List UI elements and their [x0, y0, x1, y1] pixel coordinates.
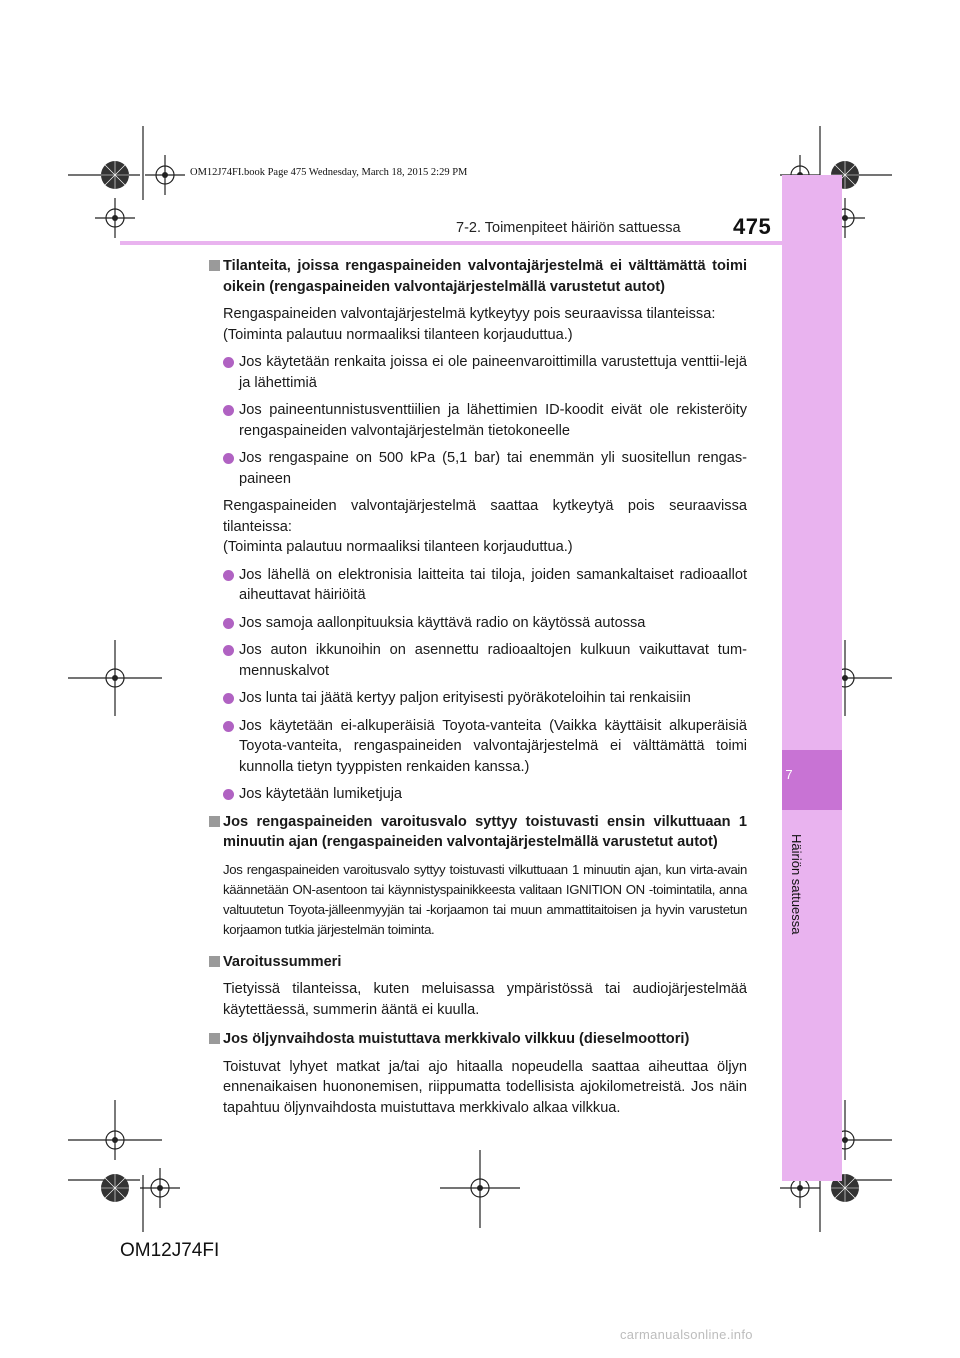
paragraph: Jos rengaspaineiden varoitusvalo syttyy toistuvasti vilkuttuaan 1 minuutin ajan, kun virta-avain käännetään ON-asentoon tai käynnistyspainikkeesta valitaan IGNITION ON -toimintatila, anna valtuutetun Toyota-jälleenmyyjän tai -korjaamon tai muun ammattitaitoisen ja hyvin varustetun korjaamon tutkia järjestelmän toiminta. [223, 861, 747, 937]
section-heading: Tilanteita, joissa rengaspaineiden valvontajärjestelmä ei välttämättä toimi oikein (rengaspaineiden valvontajärjestelmällä varustetut autot) [209, 256, 747, 297]
bullet-dot-icon [223, 570, 234, 581]
watermark: carmanualsonline.info [620, 1327, 753, 1342]
list-item: Jos käytetään ei-alkuperäisiä Toyota-vanteita (Vaikka käyttäisit alkuperäisiä Toyota-vanteita, rengaspaineiden valvontajärjestelmä ei välttämättä toimi kunnolla tietyn tyyppisten renkaiden kanssa.) [209, 716, 747, 778]
list-item: Jos käytetään lumiketjuja [209, 784, 747, 805]
bullet-dot-icon [223, 693, 234, 704]
list-item: Jos samoja aallonpituuksia käyttävä radio on käytössä autossa [209, 613, 747, 634]
square-bullet-icon [209, 816, 220, 827]
header-rule [120, 241, 782, 245]
crosshair-left-bottom [68, 1100, 162, 1160]
starburst-bottom-left [101, 1174, 129, 1202]
list-item: Jos auton ikkunoihin on asennettu radioaaltojen kulkuun vaikuttavat tum-mennuskalvot [209, 640, 747, 681]
bullet-dot-icon [223, 721, 234, 732]
page-number: 475 [733, 214, 772, 239]
bullet-dot-icon [223, 405, 234, 416]
paragraph: Rengaspaineiden valvontajärjestelmä kytkeytyy pois seuraavissa tilanteissa: (Toiminta palautuu normaaliksi tilanteen korjauduttua.) [223, 306, 716, 343]
paragraph: Tietyissä tilanteissa, kuten meluisassa ympäristössä tai audiojärjestelmää käytettäessä, summerin ääntä ei kuulla. [223, 981, 747, 1018]
running-header: 7-2. Toimenpiteet häiriön sattuessa [456, 220, 681, 236]
list-item: Jos lunta tai jäätä kertyy paljon erityisesti pyöräkoteloihin tai renkaisiin [209, 688, 747, 709]
chapter-number: 7 [785, 767, 793, 782]
paragraph: Rengaspaineiden valvontajärjestelmä saattaa kytkeytyä pois seuraavissa tilanteissa: (Toiminta palautuu normaaliksi tilanteen korjauduttua.) [223, 498, 747, 555]
section-heading: Jos öljynvaihdosta muistuttava merkkivalo vilkkuu (dieselmoottori) [209, 1029, 747, 1050]
bullet-dot-icon [223, 357, 234, 368]
chapter-title-vertical: Häiriön sattuessa [789, 834, 804, 935]
manual-code: OM12J74FI [120, 1240, 220, 1261]
bullet-dot-icon [223, 453, 234, 464]
list-item: Jos rengaspaine on 500 kPa (5,1 bar) tai enemmän yli suositellun rengas-paineen [209, 448, 747, 489]
bullet-dot-icon [223, 618, 234, 629]
section-heading: Varoitussummeri [209, 952, 747, 973]
square-bullet-icon [209, 1033, 220, 1044]
list-item: Jos lähellä on elektronisia laitteita tai tiloja, joiden samankaltaiset radioaallot aiheuttavat häiriöitä [209, 565, 747, 606]
page-content [209, 256, 747, 1125]
bullet-dot-icon [223, 645, 234, 656]
square-bullet-icon [209, 956, 220, 967]
book-info: OM12J74FI.book Page 475 Wednesday, March 18, 2015 2:29 PM [190, 167, 468, 178]
section-heading: Jos rengaspaineiden varoitusvalo syttyy toistuvasti ensin vilkuttuaan 1 minuutin ajan (rengaspaineiden valvontajärjestelmällä varustetut autot) [209, 812, 747, 853]
starburst-top-left [101, 161, 129, 189]
bullet-dot-icon [223, 789, 234, 800]
list-item: Jos paineentunnistusventtiilien ja lähettimien ID-koodit eivät ole rekisteröity rengaspaineiden valvontajärjestelmän tietokoneelle [209, 400, 747, 441]
list-item: Jos käytetään renkaita joissa ei ole paineenvaroittimilla varustettuja venttii-lejä ja lähettimiä [209, 352, 747, 393]
square-bullet-icon [209, 260, 220, 271]
paragraph: Toistuvat lyhyet matkat ja/tai ajo hitaalla nopeudella saattaa aiheuttaa öljyn ennenaikaisen huononemisen, riippumatta todellisista ajokilometreistä. Jos näin tapahtuu öljynvaihdosta muistuttava merkkivalo alkaa vilkkua. [223, 1058, 747, 1116]
